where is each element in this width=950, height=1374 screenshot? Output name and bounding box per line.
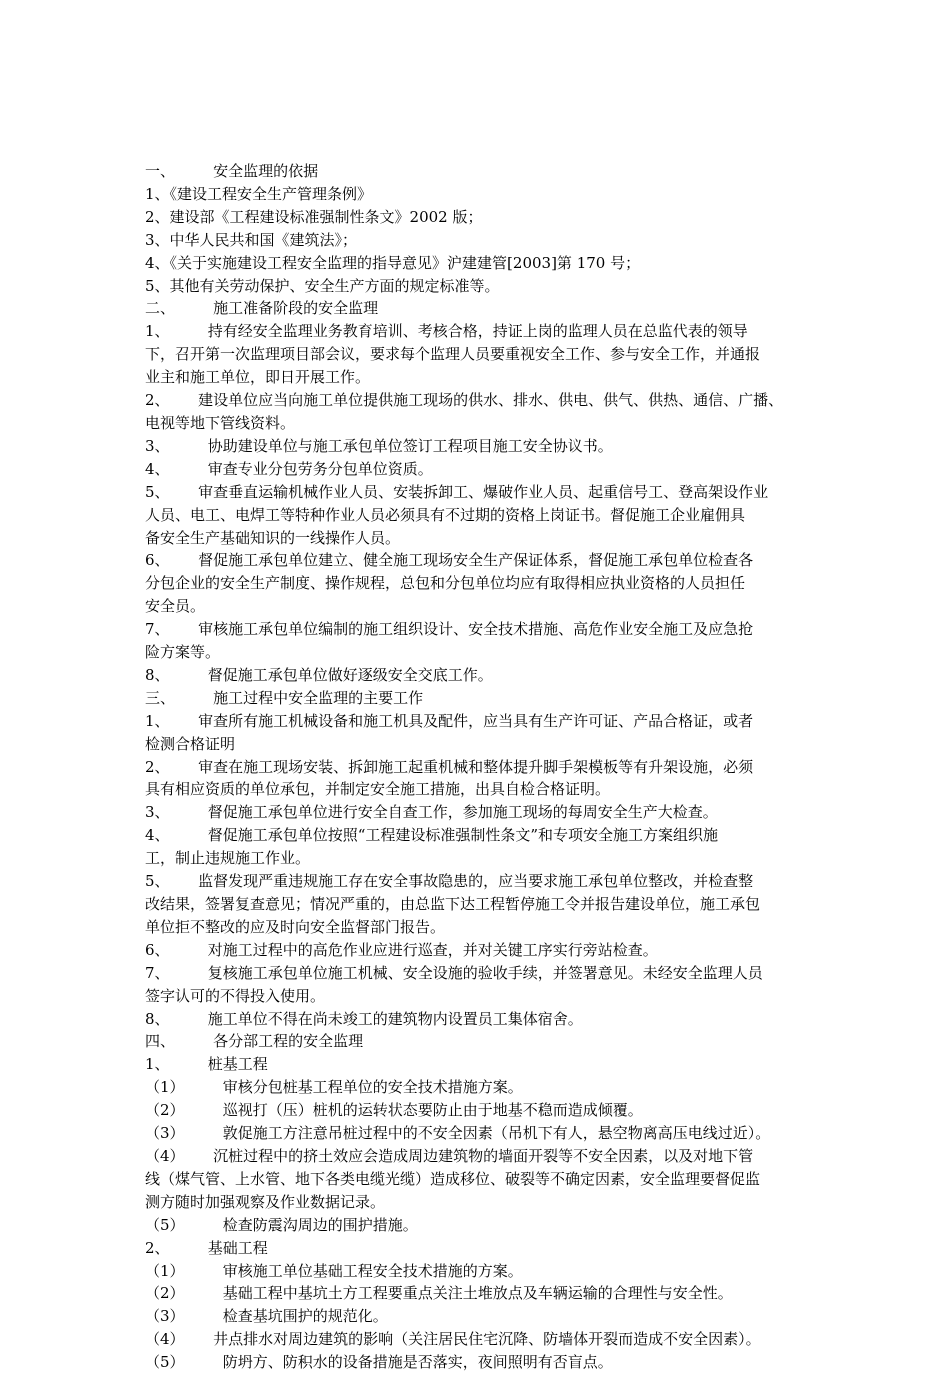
text-line: （3） 检查基坑围护的规范化。: [145, 1307, 388, 1326]
text-line: 5、 审查垂直运输机械作业人员、安装拆卸工、爆破作业人员、起重信号工、登高架设作业: [145, 482, 769, 501]
text-line: 8、 施工单位不得在尚未竣工的建筑物内设置员工集体宿舍。: [145, 1009, 583, 1028]
text-line: 2、 基础工程: [145, 1238, 268, 1257]
text-line: （5） 防坍方、防积水的设备措施是否落实，夜间照明有否盲点。: [145, 1353, 613, 1372]
text-line: 3、 督促施工承包单位进行安全自查工作，参加施工现场的每周安全生产大检查。: [145, 803, 718, 822]
text-line: 改结果，签署复查意见；情况严重的，由总监下达工程暂停施工令并报告建设单位，施工承包: [145, 895, 761, 913]
text-line: 7、 审核施工承包单位编制的施工组织设计、安全技术措施、高危作业安全施工及应急抢: [145, 620, 754, 639]
text-line: 备安全生产基础知识的一线操作人员。: [145, 528, 401, 547]
text-line: 具有相应资质的单位承包，并制定安全施工措施，出具自检合格证明。: [145, 780, 611, 799]
text-line: 3、 协助建设单位与施工承包单位签订工程项目施工安全协议书。: [145, 436, 613, 455]
text-line: 5、其他有关劳动保护、安全生产方面的规定标准等。: [145, 276, 500, 295]
text-line: 2、建设部《工程建设标准强制性条文》2002 版；: [145, 207, 483, 226]
section-heading-1: 一、 安全监理的依据: [145, 162, 319, 180]
text-line: 2、 审查在施工现场安装、拆卸施工起重机械和整体提升脚手架模板等有升架设施，必须: [145, 757, 754, 776]
text-line: 电视等地下管线资料。: [145, 413, 296, 432]
text-line: （1） 审核分包桩基工程单位的安全技术措施方案。: [145, 1078, 523, 1097]
section-heading-4: 四、 各分部工程的安全监理: [145, 1032, 364, 1051]
text-line: 测方随时加强观察及作业数据记录。: [145, 1192, 386, 1211]
text-line: 人员、电工、电焊工等特种作业人员必须具有不过期的资格上岗证书。督促施工企业雇佣具: [145, 505, 746, 524]
text-line: 检测合格证明: [145, 734, 236, 753]
text-line: （1） 审核施工单位基础工程安全技术措施的方案。: [145, 1261, 523, 1280]
document-body: [145, 160, 825, 1374]
text-line: 1、 审查所有施工机械设备和施工机具及配件，应当具有生产许可证、产品合格证，或者: [145, 711, 754, 730]
text-line: 业主和施工单位，即日开展工作。: [145, 368, 371, 387]
text-line: （3） 敦促施工方注意吊桩过程中的不安全因素（吊机下有人，悬空物离高压电线过近）。: [145, 1124, 771, 1143]
section-heading-3: 三、 施工过程中安全监理的主要工作: [145, 688, 424, 707]
text-line: （4） 沉桩过程中的挤土效应会造成周边建筑物的墙面开裂等不安全因素，以及对地下管: [145, 1146, 754, 1165]
text-line: 3、中华人民共和国《建筑法》；: [145, 230, 358, 249]
text-line: 4、 督促施工承包单位按照“工程建设标准强制性条文”和专项安全施工方案组织施: [145, 826, 719, 845]
text-line: 单位拒不整改的应及时向安全监督部门报告。: [145, 917, 446, 936]
text-line: （2） 巡视打（压）桩机的运转状态要防止由于地基不稳而造成倾覆。: [145, 1101, 643, 1120]
text-line: 5、 监督发现严重违规施工存在安全事故隐患的，应当要求施工承包单位整改，并检查整: [145, 872, 754, 891]
text-line: 险方案等。: [145, 643, 221, 662]
text-line: 签字认可的不得投入使用。: [145, 986, 326, 1005]
text-line: 线（煤气管、上水管、地下各类电缆光缆）造成移位、破裂等不确定因素，安全监理要督促监: [145, 1169, 761, 1188]
text-line: 分包企业的安全生产制度、操作规程，总包和分包单位均应有取得相应执业资格的人员担任: [145, 574, 746, 593]
text-line: 1、 桩基工程: [145, 1055, 268, 1074]
text-line: 工，制止违规施工作业。: [145, 849, 311, 868]
text-line: 下，召开第一次监理项目部会议，要求每个监理人员要重视安全工作、参与安全工作，并通报: [145, 345, 761, 364]
text-line: 安全员。: [145, 597, 206, 616]
text-line: 7、 复核施工承包单位施工机械、安全设施的验收手续，并签署意见。未经安全监理人员: [145, 963, 763, 982]
text-line: （4） 井点排水对周边建筑的影响（关注居民住宅沉降、防墙体开裂而造成不安全因素）。: [145, 1330, 761, 1349]
text-line: 4、 审查专业分包劳务分包单位资质。: [145, 459, 433, 478]
section-heading-2: 二、 施工准备阶段的安全监理: [145, 299, 379, 318]
text-line: （2） 基础工程中基坑土方工程要重点关注土堆放点及车辆运输的合理性与安全性。: [145, 1284, 733, 1303]
text-line: 4、《关于实施建设工程安全监理的指导意见》沪建建管[2003]第 170 号；: [145, 253, 641, 272]
text-line: 1、《建设工程安全生产管理条例》: [145, 184, 373, 203]
text-line: 1、 持有经安全监理业务教育培训、考核合格，持证上岗的监理人员在总监代表的领导: [145, 322, 748, 341]
text-line: （5） 检查防震沟周边的围护措施。: [145, 1215, 418, 1234]
text-line: 6、 督促施工承包单位建立、健全施工现场安全生产保证体系，督促施工承包单位检查各: [145, 551, 754, 570]
text-line: 8、 督促施工承包单位做好逐级安全交底工作。: [145, 665, 493, 684]
text-line: 2、 建设单位应当向施工单位提供施工现场的供水、排水、供电、供气、供热、通信、广播、: [145, 391, 784, 410]
text-line: 6、 对施工过程中的高危作业应进行巡查，并对关键工序实行旁站检查。: [145, 940, 658, 959]
